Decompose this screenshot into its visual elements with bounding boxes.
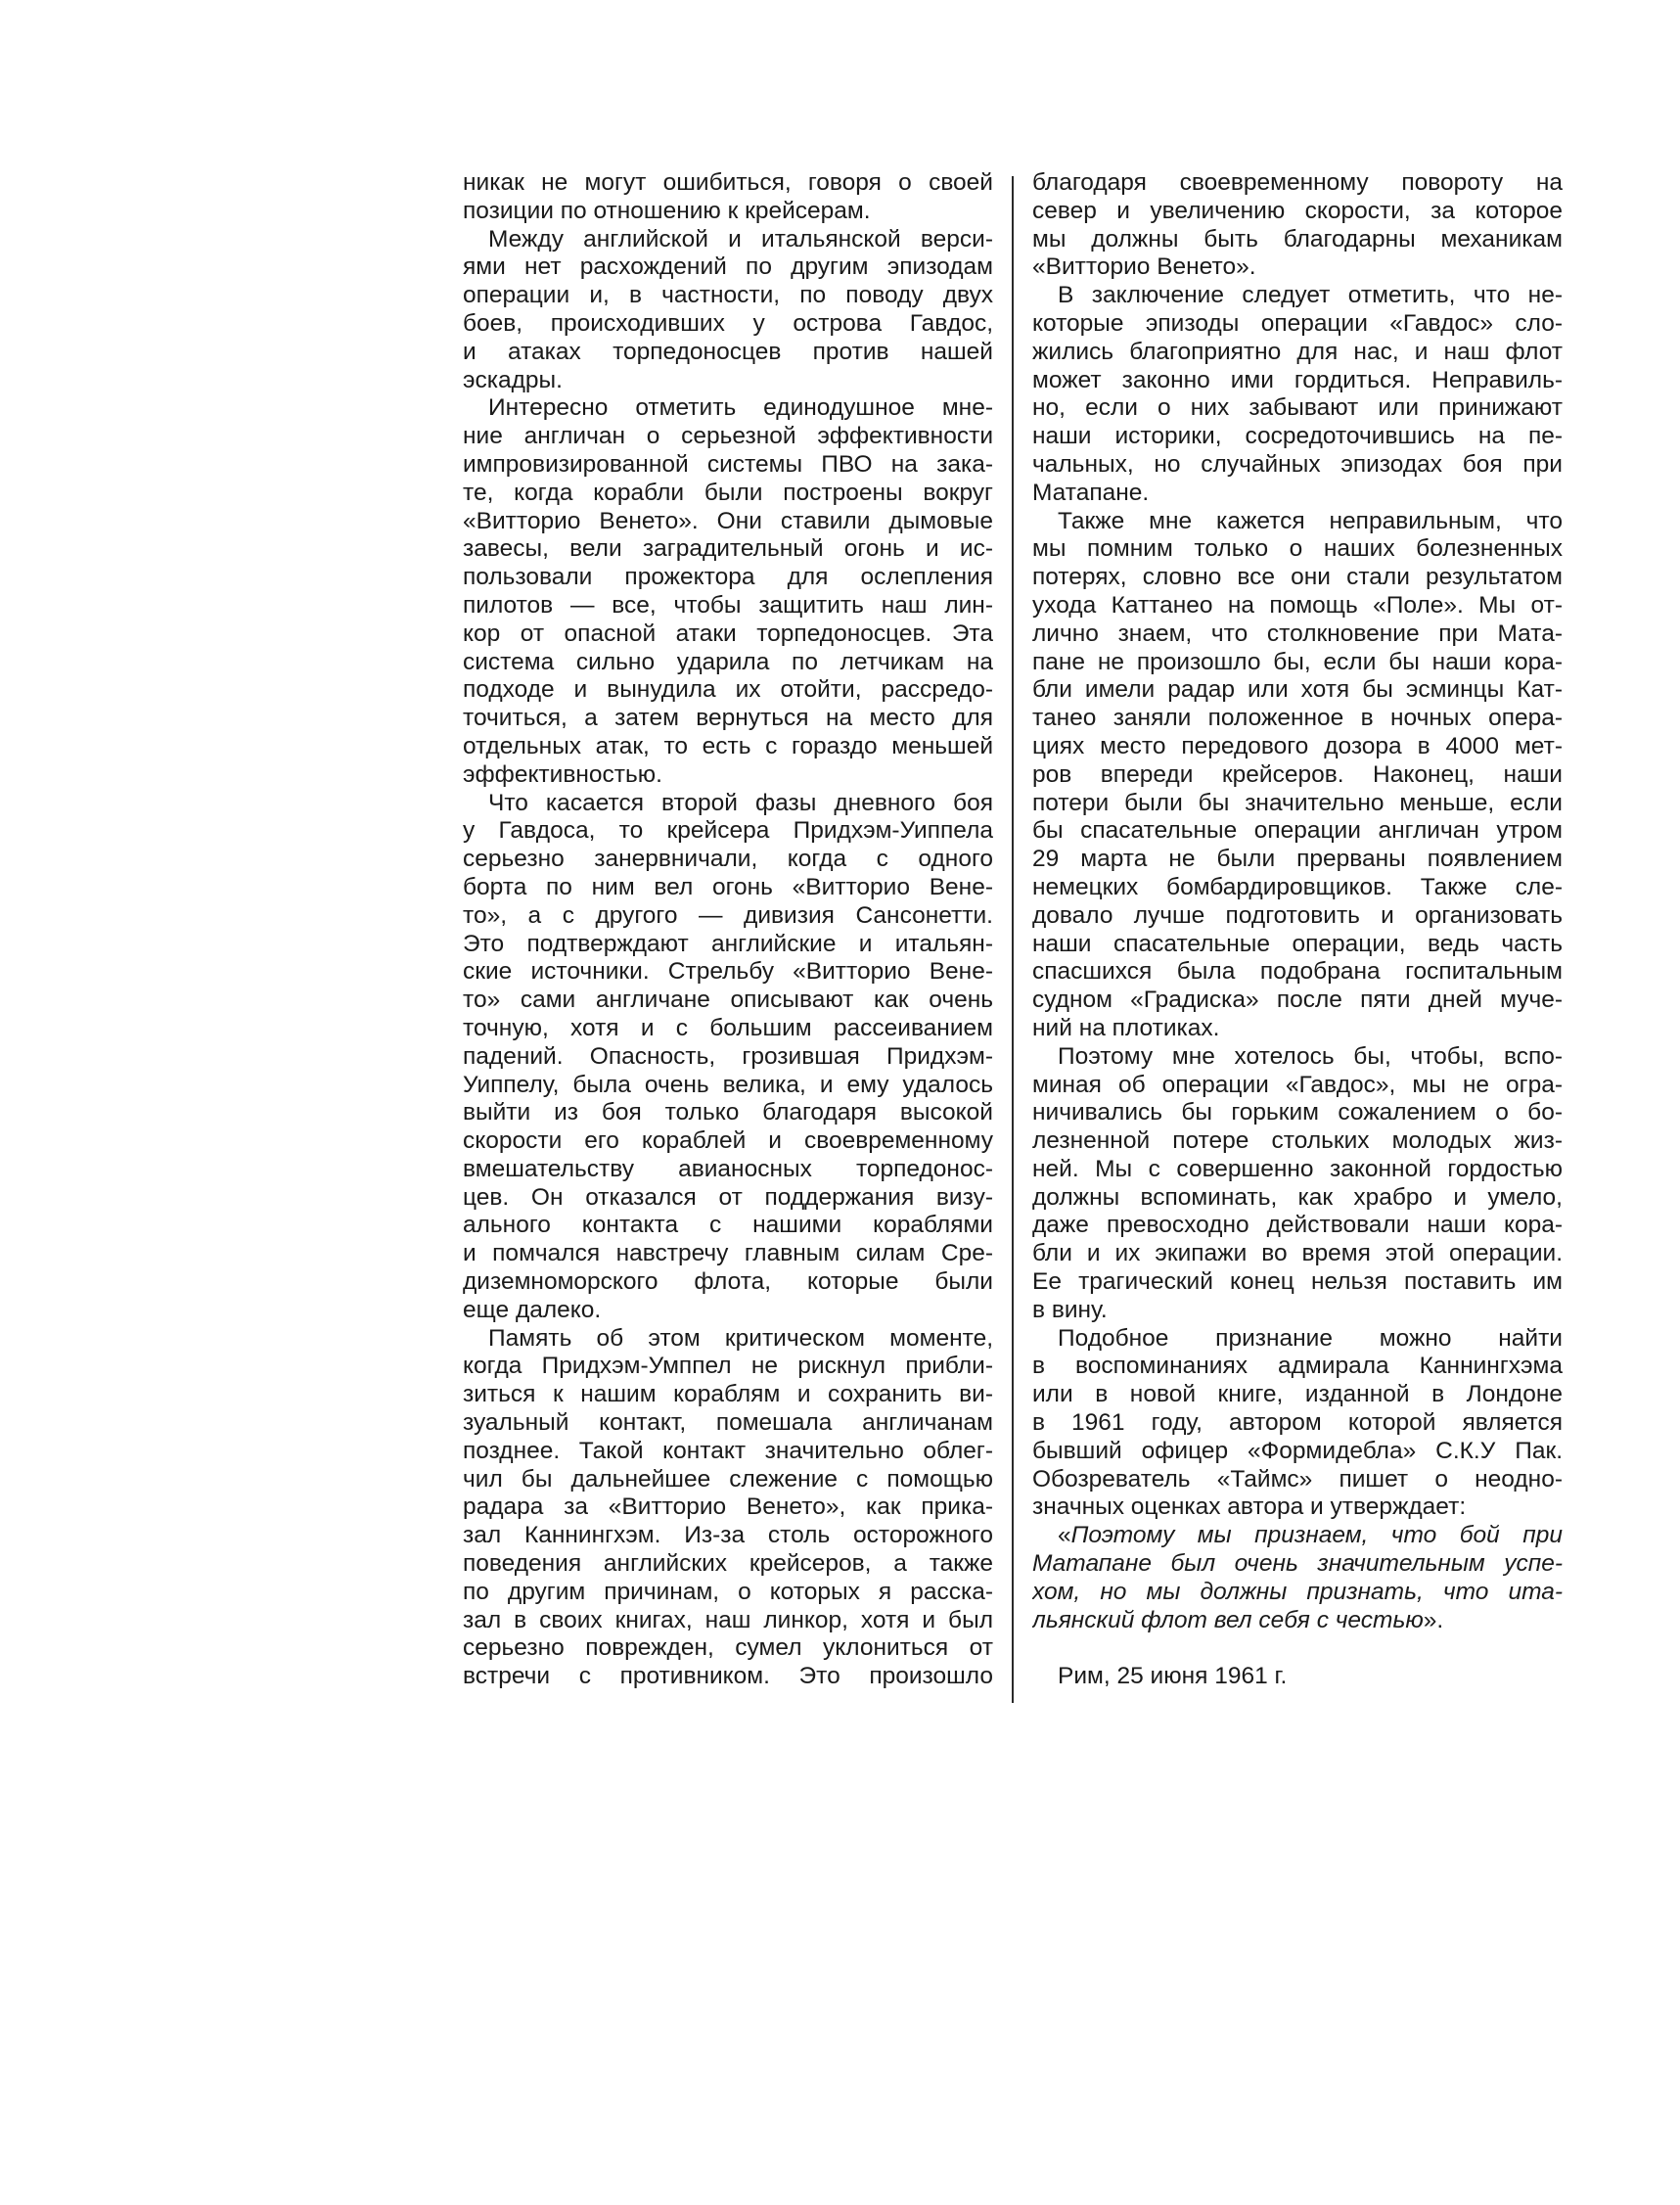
text-line: пилотов — все, чтобы защитить наш лин- [463,591,993,619]
text-line: пане не произошло бы, если бы наши кора- [1032,648,1563,675]
text-line: операции и, в частности, по поводу двух [463,282,993,309]
text-line: эффективностью. [463,760,662,788]
text-line: по другим причинам, о которых я расска- [463,1578,993,1605]
text-line: ний на плотиках. [1032,1014,1220,1041]
text-line: бы спасательные операции англичан утром [1032,817,1563,845]
text-line: бли и их экипажи во время этой операции. [1032,1240,1563,1267]
text-line: Также мне кажется неправильным, что [1058,507,1563,534]
text-line: ального контакта с нашими кораблями [463,1212,993,1239]
text-line: чил бы дальнейшее слежение с помощью [463,1465,993,1493]
text-line: зал Каннингхэм. Из-за столь осторожного [463,1522,993,1549]
text-line: север и увеличению скорости, за которое [1032,197,1563,224]
place-date-signature: Рим, 25 июня 1961 г. [1058,1663,1288,1690]
text-line: в воспоминаниях адмирала Каннингхэма [1032,1353,1563,1380]
text-line: судном «Градиска» после пяти дней муче- [1032,987,1563,1014]
column-divider [1012,176,1014,1703]
text-line: встречи с противником. Это произошло [463,1663,993,1690]
text-line: миная об операции «Гавдос», мы не огра- [1032,1071,1563,1098]
text-line: падений. Опасность, грозившая Придхэм- [463,1042,993,1070]
text-line: танео заняли положенное в ночных опера- [1032,705,1563,732]
text-line: В заключение следует отметить, что не- [1058,282,1563,309]
right-column [1032,169,1563,1691]
text-line: то» сами англичане описывают как очень [463,987,993,1014]
text-line: те, когда корабли были построены вокруг [463,479,993,506]
text-line: серьезно занервничали, когда с одного [463,846,993,873]
text-line: выйти из боя только благодаря высокой [463,1099,993,1126]
text-line: зал в своих книгах, наш линкор, хотя и был [463,1606,993,1633]
text-line: боев, происходивших у острова Гавдос, [463,309,993,337]
text-line: ние англичан о серьезной эффективности [463,423,993,450]
text-line: отдельных атак, то есть с гораздо меньшей [463,732,993,759]
text-line: пользовали прожектора для ослепления [463,564,993,591]
quote-line: Матапане был очень значительным успе- [1032,1550,1563,1578]
text-line: немецких бомбардировщиков. Также сле- [1032,873,1563,900]
text-line: завесы, вели заградительный огонь и ис- [463,535,993,563]
text-line: потерях, словно все они стали результатом [1032,564,1563,591]
text-line: лезненной потере стольких молодых жиз- [1032,1127,1563,1155]
text-line: ней. Мы с совершенно законной гордостью [1032,1155,1563,1182]
quote-text: льянский флот вел себя с честью [1032,1606,1424,1633]
quote-text: Поэтому мы признаем, что бой при [1070,1522,1563,1549]
text-line: или в новой книге, изданной в Лондоне [1032,1381,1563,1408]
text-line: диземноморского флота, которые были [463,1268,993,1296]
text-line: Память об этом критическом моменте, [488,1324,993,1352]
text-line: Обозреватель «Таймс» пишет о неодно- [1032,1465,1563,1493]
text-line: Это подтверждают английские и итальян- [463,930,993,957]
text-line: борта по ним вел огонь «Витторио Вене- [463,873,993,900]
text-line: жились благоприятно для нас, и наш флот [1032,338,1563,365]
text-line: точиться, а затем вернуться на место для [463,705,993,732]
text-line: благодаря своевременному повороту на [1032,169,1563,196]
text-line: чальных, но случайных эпизодах боя при [1032,450,1563,478]
text-line: скорости его кораблей и своевременному [463,1127,993,1155]
text-line: серьезно поврежден, сумел уклониться от [463,1634,993,1662]
text-line: довало лучше подготовить и организовать [1032,901,1563,929]
text-line: еще далеко. [463,1296,602,1323]
text-line: цев. Он отказался от поддержания визу- [463,1183,993,1211]
text-line: Между английской и итальянской верси- [488,225,993,253]
text-line: даже превосходно действовали наши кора- [1032,1212,1563,1239]
text-line: в 1961 году, автором которой является [1032,1409,1563,1437]
text-line: но, если о них забывают или принижают [1032,394,1563,422]
text-line: позднее. Такой контакт значительно облег- [463,1437,993,1464]
text-line: значных оценках автора и утверждает: [1032,1493,1467,1521]
text-line: Интересно отметить единодушное мне- [488,394,993,422]
text-line: когда Придхэм-Умппел не рискнул прибли- [463,1353,993,1380]
left-column [463,169,993,1691]
text-line: радара за «Витторио Венето», как прика- [463,1493,993,1521]
text-line: кор от опасной атаки торпедоносцев. Эта [463,620,993,647]
text-line: потери были бы значительно меньше, если [1032,789,1563,816]
text-line: Поэтому мне хотелось бы, чтобы, вспо- [1058,1042,1563,1070]
text-line: то», а с другого — дивизия Сансонетти. [463,901,993,929]
text-line: Ее трагический конец нельзя поставить им [1032,1268,1563,1296]
text-line: Что касается второй фазы дневного боя [488,789,993,816]
text-line: мы должны быть благодарны механикам [1032,225,1563,253]
text-line: в вину. [1032,1296,1108,1323]
text-line: Матапане. [1032,479,1150,506]
text-line: ухода Каттанео на помощь «Поле». Мы от- [1032,591,1563,619]
text-line: наши историки, сосредоточившись на пе- [1032,423,1563,450]
text-line: спасшихся была подобрана госпитальным [1032,958,1563,986]
text-line: подходе и вынудила их отойти, рассредо- [463,676,993,704]
text-line: и помчался навстречу главным силам Сре- [463,1240,993,1267]
text-line: которые эпизоды операции «Гавдос» сло- [1032,309,1563,337]
text-line: эскадры. [463,366,563,393]
text-line: ями нет расхождений по другим эпизодам [463,253,993,281]
text-line: должны вспоминать, как храбро и умело, [1032,1183,1563,1211]
text-line: ские источники. Стрельбу «Витторио Вене- [463,958,993,986]
text-line: зиться к нашим кораблям и сохранить ви- [463,1381,993,1408]
text-line: и атаках торпедоносцев против нашей [463,338,993,365]
quote-line [1032,1607,1563,1635]
text-line: Уиппелу, была очень велика, и ему удалось [463,1071,993,1098]
text-line: Подобное признание можно найти [1058,1324,1563,1352]
text-line: ров впереди крейсеров. Наконец, наши [1032,760,1563,788]
text-line: мы помним только о наших болезненных [1032,535,1563,563]
text-line: зуальный контакт, помешала англичанам [463,1409,993,1437]
quote-line: хом, но мы должны признать, что ита- [1032,1578,1563,1605]
text-line: лично знаем, что столкновение при Мата- [1032,620,1563,647]
text-line: 29 марта не были прерваны появлением [1032,846,1563,873]
text-line: у Гавдоса, то крейсера Придхэм-Уиппела [463,817,993,845]
text-line: ничивались бы горьким сожалением о бо- [1032,1099,1563,1126]
text-line: бывший офицер «Формидебла» С.К.У Пак. [1032,1437,1563,1464]
text-line: может законно ими гордиться. Неправиль- [1032,366,1563,393]
text-line: наши спасательные операции, ведь часть [1032,930,1563,957]
text-line: точную, хотя и с большим рассеиванием [463,1014,993,1041]
text-line: система сильно ударила по летчикам на [463,648,993,675]
text-line: «Витторио Венето». [1032,253,1256,281]
text-line: вмешательству авианосных торпедонос- [463,1155,993,1182]
text-line: поведения английских крейсеров, а также [463,1550,993,1578]
quote-open-mark: « [1058,1522,1071,1549]
text-line: «Витторио Венето». Они ставили дымовые [463,507,993,534]
text-line: позиции по отношению к крейсерам. [463,197,871,224]
text-line: циях место передового дозора в 4000 мет- [1032,732,1563,759]
text-line: импровизированной системы ПВО на зака- [463,450,993,478]
text-line: никак не могут ошибиться, говоря о своей [463,169,993,196]
text-line: бли имели радар или хотя бы эсминцы Кат- [1032,676,1563,704]
quote-line [1032,1522,1563,1550]
quote-close-mark: ». [1423,1606,1444,1633]
